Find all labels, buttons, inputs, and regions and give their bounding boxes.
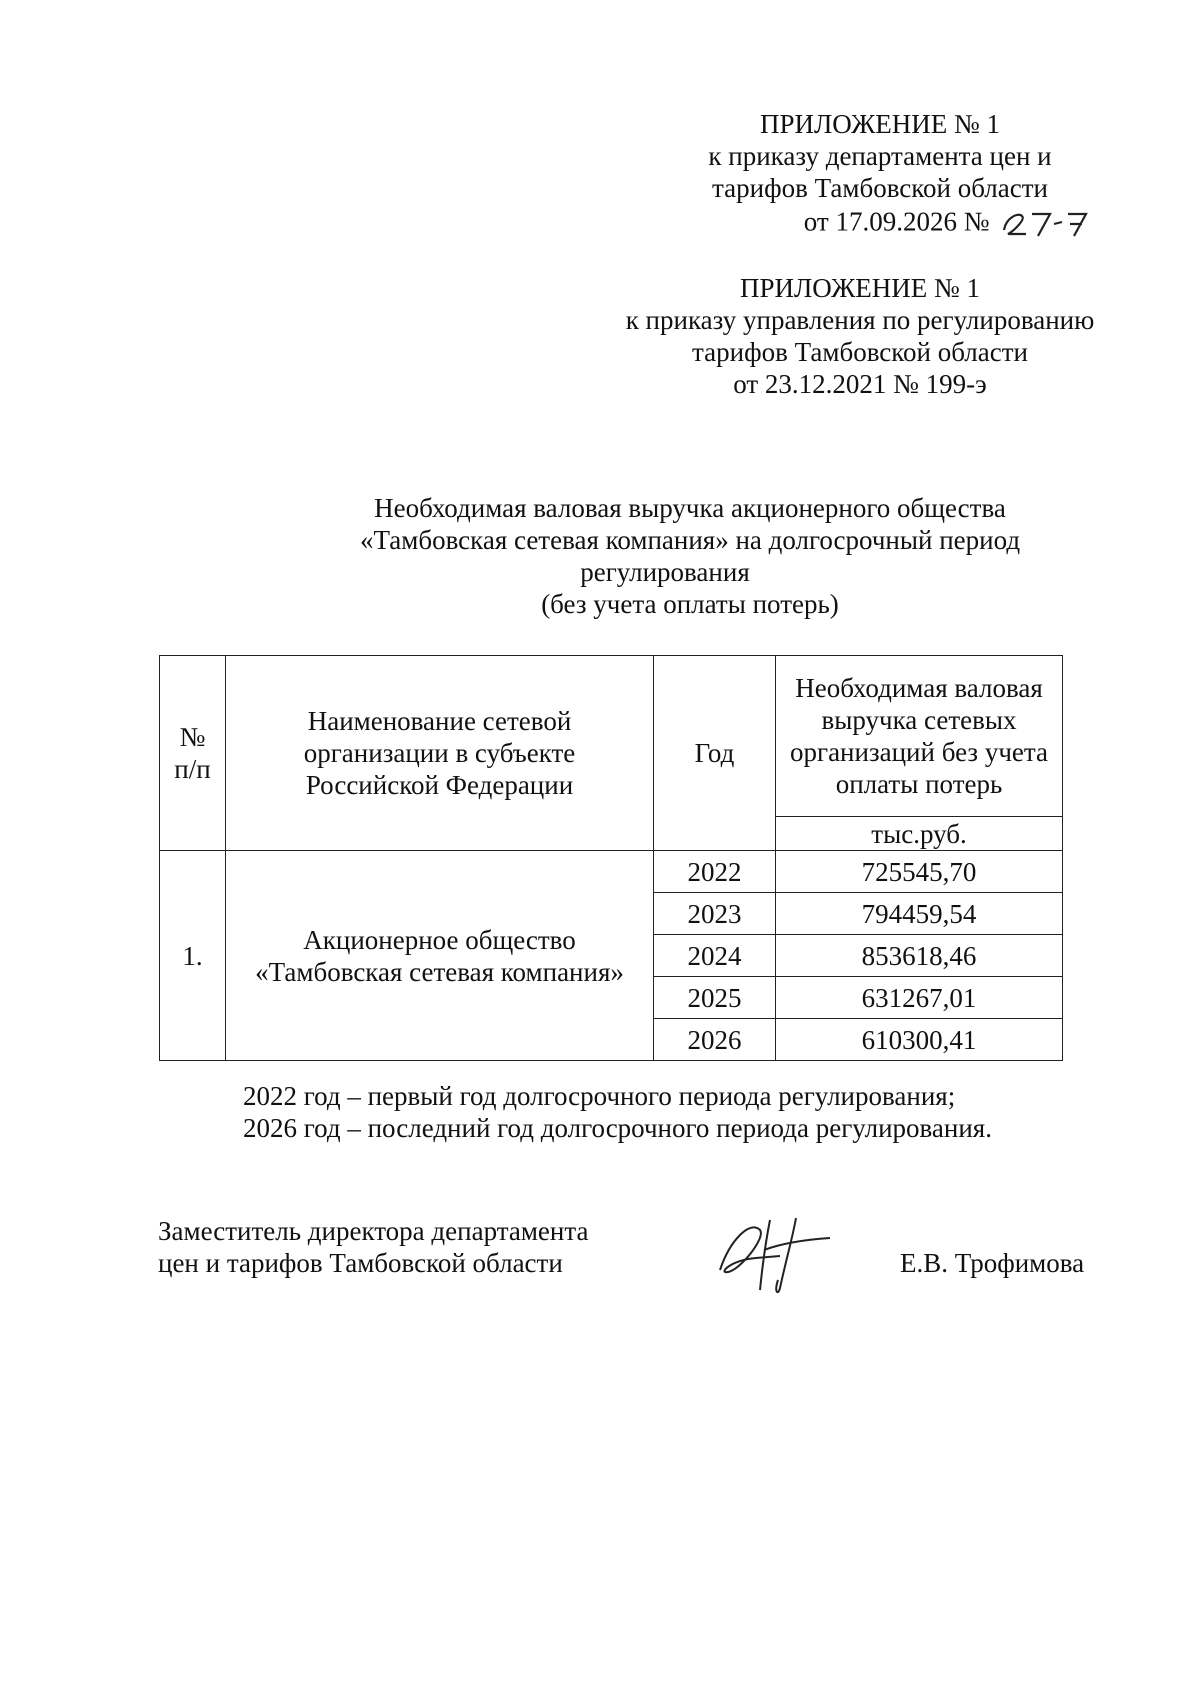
value-cell: 631267,01 bbox=[776, 977, 1063, 1019]
header-text: Наименование сетевой bbox=[307, 706, 572, 736]
year-cell: 2025 bbox=[654, 977, 776, 1019]
header-text: № bbox=[179, 722, 206, 752]
header-text: оплаты потерь bbox=[835, 769, 1003, 799]
title-line: Необходимая валовая выручка акционерного общества bbox=[374, 493, 1006, 523]
year-cell: 2024 bbox=[654, 935, 776, 977]
position-line: Заместитель директора департамента bbox=[158, 1216, 589, 1246]
appendix-date: от 23.12.2021 № 199-э bbox=[733, 369, 987, 399]
value-cell: 610300,41 bbox=[776, 1019, 1063, 1061]
note-line: 2026 год – последний год долгосрочного периода регулирования. bbox=[243, 1113, 992, 1143]
organization-name bbox=[226, 851, 654, 1061]
header-text: п/п bbox=[174, 754, 211, 784]
title-line: регулирования bbox=[580, 557, 750, 587]
appendix-date-line bbox=[640, 204, 1120, 245]
appendix-title: ПРИЛОЖЕНИЕ № 1 bbox=[739, 273, 981, 303]
title-line: «Тамбовская сетевая компания» на долгосрочный период bbox=[359, 525, 1021, 555]
appendix-header-current bbox=[640, 108, 1120, 245]
header-text: Необходимая валовая bbox=[795, 673, 1043, 703]
header-unit: тыс.руб. bbox=[776, 817, 1063, 851]
document-title bbox=[300, 492, 1080, 620]
signatory-name: Е.В. Трофимова bbox=[900, 1248, 1085, 1278]
value-cell: 725545,70 bbox=[776, 851, 1063, 893]
header-text: организации в субъекте bbox=[303, 738, 576, 768]
header-organization bbox=[226, 656, 654, 851]
header-text: выручка сетевых bbox=[821, 705, 1017, 735]
handwritten-number bbox=[996, 204, 1096, 245]
year-cell: 2022 bbox=[654, 851, 776, 893]
header-revenue bbox=[776, 656, 1063, 817]
notes bbox=[243, 1080, 1143, 1144]
year-cell: 2026 bbox=[654, 1019, 776, 1061]
value-cell: 853618,46 bbox=[776, 935, 1063, 977]
signatory-position bbox=[158, 1215, 678, 1279]
table-row bbox=[160, 851, 1063, 893]
appendix-header-original bbox=[590, 272, 1130, 400]
organization-text: «Тамбовская сетевая компания» bbox=[255, 956, 624, 987]
appendix-line: к приказу управления по регулированию bbox=[625, 305, 1095, 335]
appendix-date: от 17.09.2026 № bbox=[803, 206, 990, 237]
appendix-line: тарифов Тамбовской области bbox=[712, 173, 1048, 203]
header-number bbox=[160, 656, 226, 851]
year-cell: 2023 bbox=[654, 893, 776, 935]
appendix-line: к приказу департамента цен и bbox=[708, 141, 1052, 171]
row-number: 1. bbox=[160, 851, 226, 1061]
header-text: Российской Федерации bbox=[305, 770, 574, 800]
value-cell: 794459,54 bbox=[776, 893, 1063, 935]
position-line: цен и тарифов Тамбовской области bbox=[158, 1248, 563, 1278]
appendix-line: тарифов Тамбовской области bbox=[692, 337, 1028, 367]
title-subtitle: (без учета оплаты потерь) bbox=[541, 589, 839, 619]
header-year: Год bbox=[654, 656, 776, 851]
header-text: организаций без учета bbox=[790, 737, 1048, 767]
revenue-table bbox=[159, 655, 1063, 1061]
appendix-title: ПРИЛОЖЕНИЕ № 1 bbox=[759, 109, 1001, 139]
note-line: 2022 год – первый год долгосрочного периода регулирования; bbox=[243, 1081, 956, 1111]
organization-text: Акционерное общество bbox=[303, 924, 576, 955]
handwritten-signature bbox=[700, 1200, 850, 1305]
